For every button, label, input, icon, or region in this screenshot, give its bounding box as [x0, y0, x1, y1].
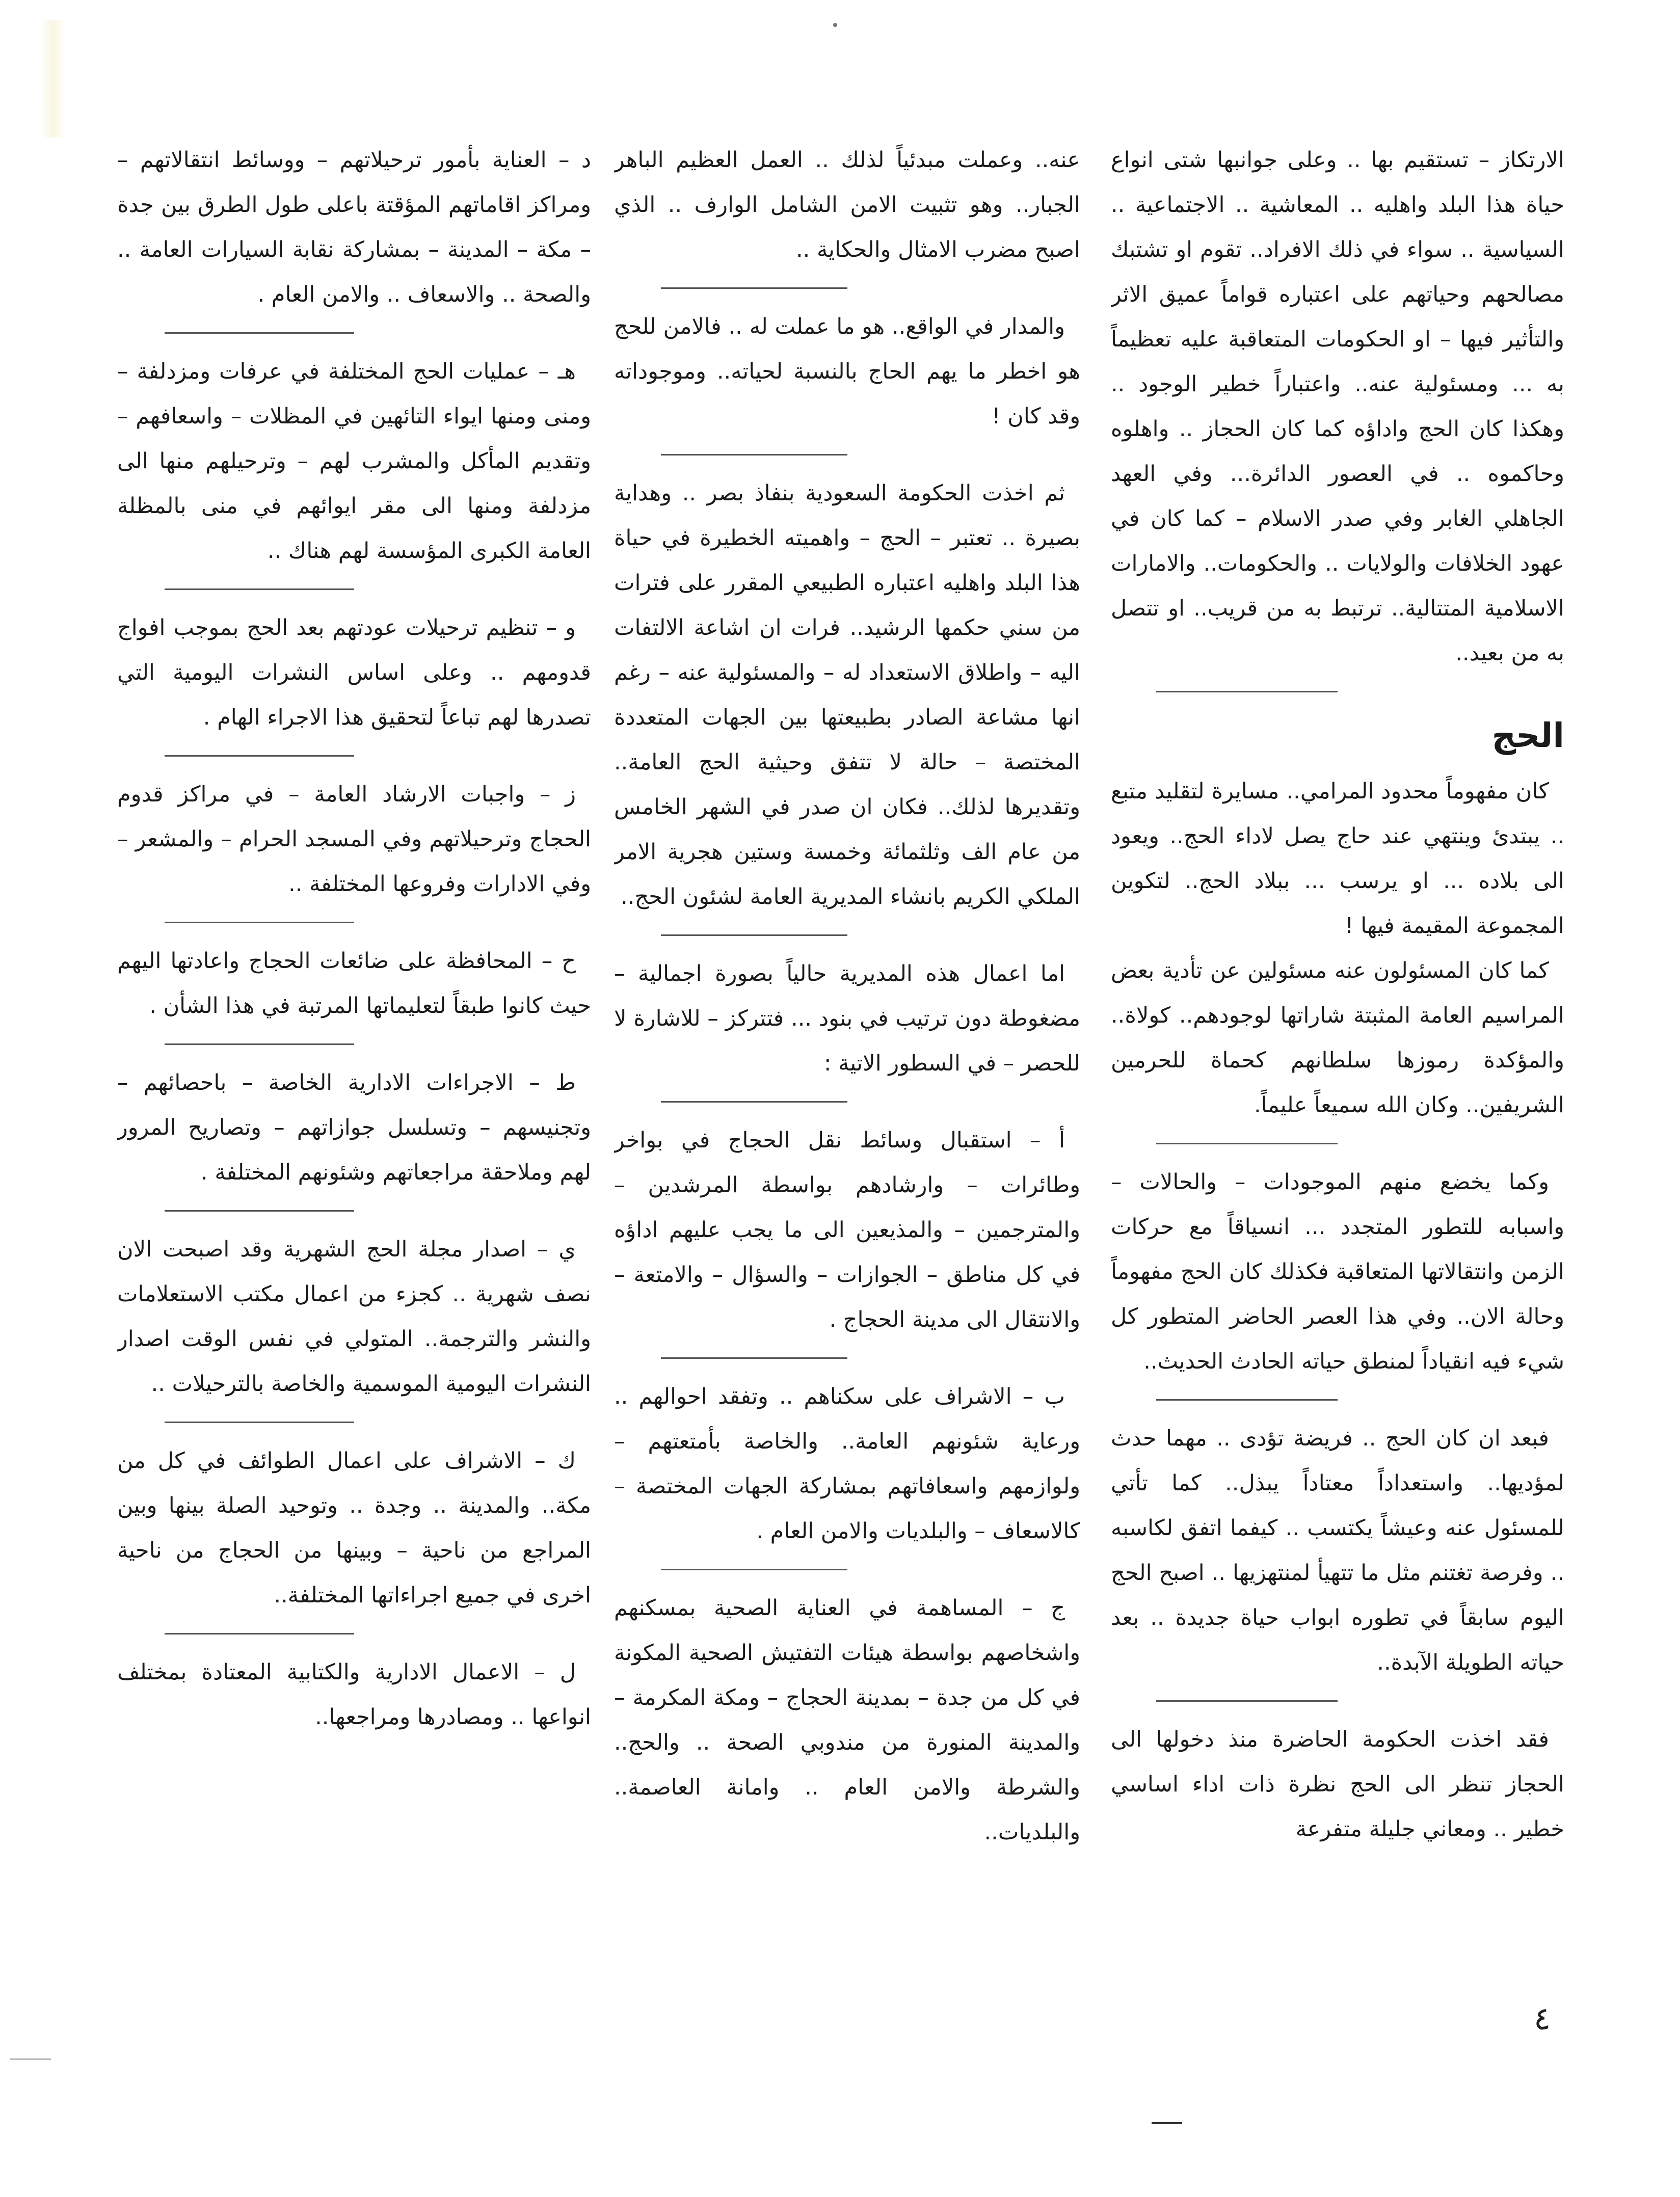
section-heading: الحج [1491, 716, 1564, 755]
section-divider [165, 1210, 354, 1212]
section-divider [661, 934, 847, 936]
column-right [1111, 138, 1564, 2018]
paragraph: ثم اخذت الحكومة السعودية بنفاذ بصر .. وهداية بصيرة .. تعتبر – الحج – واهميته الخطيرة في حياة هذا البلد واهليه اعتباره الطبيعي المقرر على فترات من سني حكمها الرشيد.. فرات ان اشاعة الالتفات اليه – واطلاق الاستعداد له – والمسئولية عنه – رغم انها مشاعة الصادر بطبيعتها بين الجهات المتعددة المختصة – حالة لا تتفق وحيثية الحج العامة.. وتقديرها لذلك.. فكان ان صدر في الشهر الخامس من عام الف وثلثمائة وخمسة وستين هجرية الامر الملكي الكريم بانشاء المديرية العامة لشئون الحج.. [614, 480, 1080, 909]
list-item: ي – اصدار مجلة الحج الشهرية وقد اصبحت الان نصف شهرية .. كجزء من اعمال مكتب الاستعلامات والنشر والترجمة.. المتولي في نفس الوقت اصدار النشرات اليومية الموسمية والخاصة بالترحيلات .. [117, 1237, 591, 1397]
list-item: ز – واجبات الارشاد العامة – في مراكز قدوم الحجاج وترحيلاتهم وفي المسجد الحرام – والمشعر – وفي الادارات وفروعها المختلفة .. [117, 782, 591, 897]
section-divider [165, 588, 354, 590]
paragraph: والمدار في الواقع.. هو ما عملت له .. فالامن للحج هو اخطر ما يهم الحاج بالنسبة لحياته.. وموجوداته وقد كان ! [614, 314, 1080, 429]
list-item: ب – الاشراف على سكناهم .. وتفقد احوالهم .. ورعاية شئونهم العامة.. والخاصة بأمتعتهم – ولوازمهم واسعافاتهم بمشاركة الجهات المختصة – كالاسعاف – والبلديات والامن العام . [614, 1384, 1080, 1544]
column-middle [614, 138, 1080, 2018]
paragraph: وكما يخضع منهم الموجودات – والحالات – واسبابه للتطور المتجدد ... انسياقاً مع حركات الزمن وانتقالاتها المتعاقبة فكذلك كان الحج مفهوماً وحالة الان.. وفي هذا العصر الحاضر المتطور كل شيء فيه انقياداً لمنطق حياته الحادث الحديث.. [1111, 1169, 1564, 1374]
section-divider [661, 1357, 847, 1359]
section-divider [1156, 1143, 1338, 1144]
section-divider [1156, 1399, 1338, 1401]
section-divider [661, 1569, 847, 1570]
list-item: ح – المحافظة على ضائعات الحجاج واعادتها اليهم حيث كانوا طبقاً لتعليماتها المرتبة في هذا الشأن . [117, 948, 591, 1019]
bottom-dash [1152, 2122, 1182, 2124]
list-item: و – تنظيم ترحيلات عودتهم بعد الحج بموجب افواج قدومهم .. وعلى اساس النشرات اليومية التي تصدرها لهم تباعاً لتحقيق هذا الاجراء الهام . [117, 615, 591, 730]
paragraph: كما كان المسئولون عنه مسئولين عن تأدية بعض المراسيم العامة المثبتة شاراتها لوجودهم.. كولاة.. والمؤكدة رموزها سلطانهم كحماة للحرمين الشريفين.. وكان الله سميعاً عليماً. [1111, 958, 1564, 1118]
paragraph: كان مفهوماً محدود المرامي.. مسايرة لتقليد متبع .. يبتدئ وينتهي عند حاج يصل لاداء الحج.. ويعود الى بلاده ... او يرسب ... ببلاد الحج.. لتكوين المجموعة المقيمة فيها ! [1111, 779, 1564, 939]
intro-paragraph: الارتكاز – تستقيم بها .. وعلى جوانبها شتى انواع حياة هذا البلد واهليه .. المعاشية .. الاجتماعية .. السياسية .. سواء في ذلك الافراد.. تقوم او تشتبك مصالحهم وحياتهم على اعتباره قواماً عميق الاثر والتأثير فيها – او الحكومات المتعاقبة عليه تعظيماً به ... ومسئولية عنه.. واعتباراً خطير الوجود .. وهكذا كان الحج واداؤه كما كان الحجاز .. واهلوه وحاكموه .. في العصور الدائرة... وفي العهد الجاهلي الغابر وفي صدر الاسلام – كما كان في عهود الخلافات والولايات .. والحكومات.. والامارات الاسلامية المتتالية.. ترتبط به من قريب.. او تتصل به من بعيد.. [1111, 147, 1564, 666]
section-divider [165, 922, 354, 923]
paragraph: فبعد ان كان الحج .. فريضة تؤدى .. مهما حدث لمؤديها.. واستعداداً معتاداً يبذل.. كما تأتي للمسئول عنه وعيشاً يكتسب .. كيفما اتفق لكاسبه .. وفرصة تغتنم مثل ما تتهيأ لمنتهزيها .. اصبح الحج اليوم سابقاً في تطوره ابواب حياة جديدة .. بعد حياته الطويلة الآبدة.. [1111, 1426, 1564, 1675]
section-divider [661, 1101, 847, 1103]
list-item: د – العناية بأمور ترحيلاتهم – ووسائط انتقالاتهم – ومراكز اقاماتهم المؤقتة باعلى طول الطرق بين جدة – مكة – المدينة – بمشاركة نقابة السيارات العامة .. والصحة .. والاسعاف .. والامن العام . [117, 147, 591, 307]
list-item: أ – استقبال وسائط نقل الحجاج في بواخر وطائرات – وارشادهم بواسطة المرشدين – والمترجمين – والمذيعين الى ما يجب عليهم اداؤه في كل مناطق – الجوازات – والسؤال – والامتعة – والانتقال الى مدينة الحجاج . [614, 1128, 1080, 1332]
page-number: ٤ [1534, 2000, 1551, 2037]
list-item: ج – المساهمة في العناية الصحية بمسكنهم واشخاصهم بواسطة هيئات التفتيش الصحية المكونة في كل من جدة – بمدينة الحجاج – ومكة المكرمة – والمدينة المنورة من مندوبي الصحة .. والحج.. والشرطة والامن العام .. وامانة العاصمة.. والبلديات.. [614, 1595, 1080, 1845]
list-item: ط – الاجراءات الادارية الخاصة – باحصائهم – وتجنيسهم – وتسلسل جوازاتهم – وتصاريح المرور لهم وملاحقة مراجعاتهم وشئونهم المختلفة . [117, 1070, 591, 1185]
paragraph: عنه.. وعملت مبدئياً لذلك .. العمل العظيم الباهر الجبار.. وهو تثبيت الامن الشامل الوارف .. الذي اصبح مضرب الامثال والحكاية .. [614, 147, 1080, 262]
section-divider [165, 1422, 354, 1423]
section-divider [165, 1043, 354, 1045]
list-item: هـ – عمليات الحج المختلفة في عرفات ومزدلفة – ومنى ومنها ايواء التائهين في المظلات – واسعافهم – وتقديم المأكل والمشرب لهم – وترحيلهم منها الى مزدلفة ومنها الى مقر ايوائهم في منى بالمظلة العامة الكبرى المؤسسة لهم هناك .. [117, 359, 591, 564]
column-left [117, 138, 591, 2018]
list-item: ك – الاشراف على اعمال الطوائف في كل من مكة.. والمدينة .. وجدة .. وتوحيد الصلة بينها وبين المراجع من ناحية – وبينها من الحجاج من ناحية اخرى في جميع اجراءاتها المختلفة.. [117, 1448, 591, 1608]
section-divider [1156, 691, 1338, 692]
section-divider [1156, 1700, 1338, 1702]
section-divider [165, 755, 354, 757]
section-divider [661, 287, 847, 289]
list-item: ل – الاعمال الادارية والكتابية المعتادة بمختلف انواعها .. ومصادرها ومراجعها.. [117, 1659, 591, 1730]
scan-shadow [41, 20, 66, 138]
section-divider [661, 454, 847, 456]
margin-rule [10, 2058, 51, 2060]
section-divider [165, 332, 354, 334]
paragraph: فقد اخذت الحكومة الحاضرة منذ دخولها الى الحجاز تنظر الى الحج نظرة ذات اداء اساسي خطير .. ومعاني جليلة متفرعة [1111, 1727, 1564, 1842]
section-divider [165, 1633, 354, 1635]
paragraph: اما اعمال هذه المديرية حالياً بصورة اجمالية – مضغوطة دون ترتيب في بنود ... فتتركز – للاشارة لا للحصر – في السطور الاتية : [614, 961, 1080, 1076]
print-dot [833, 23, 837, 27]
